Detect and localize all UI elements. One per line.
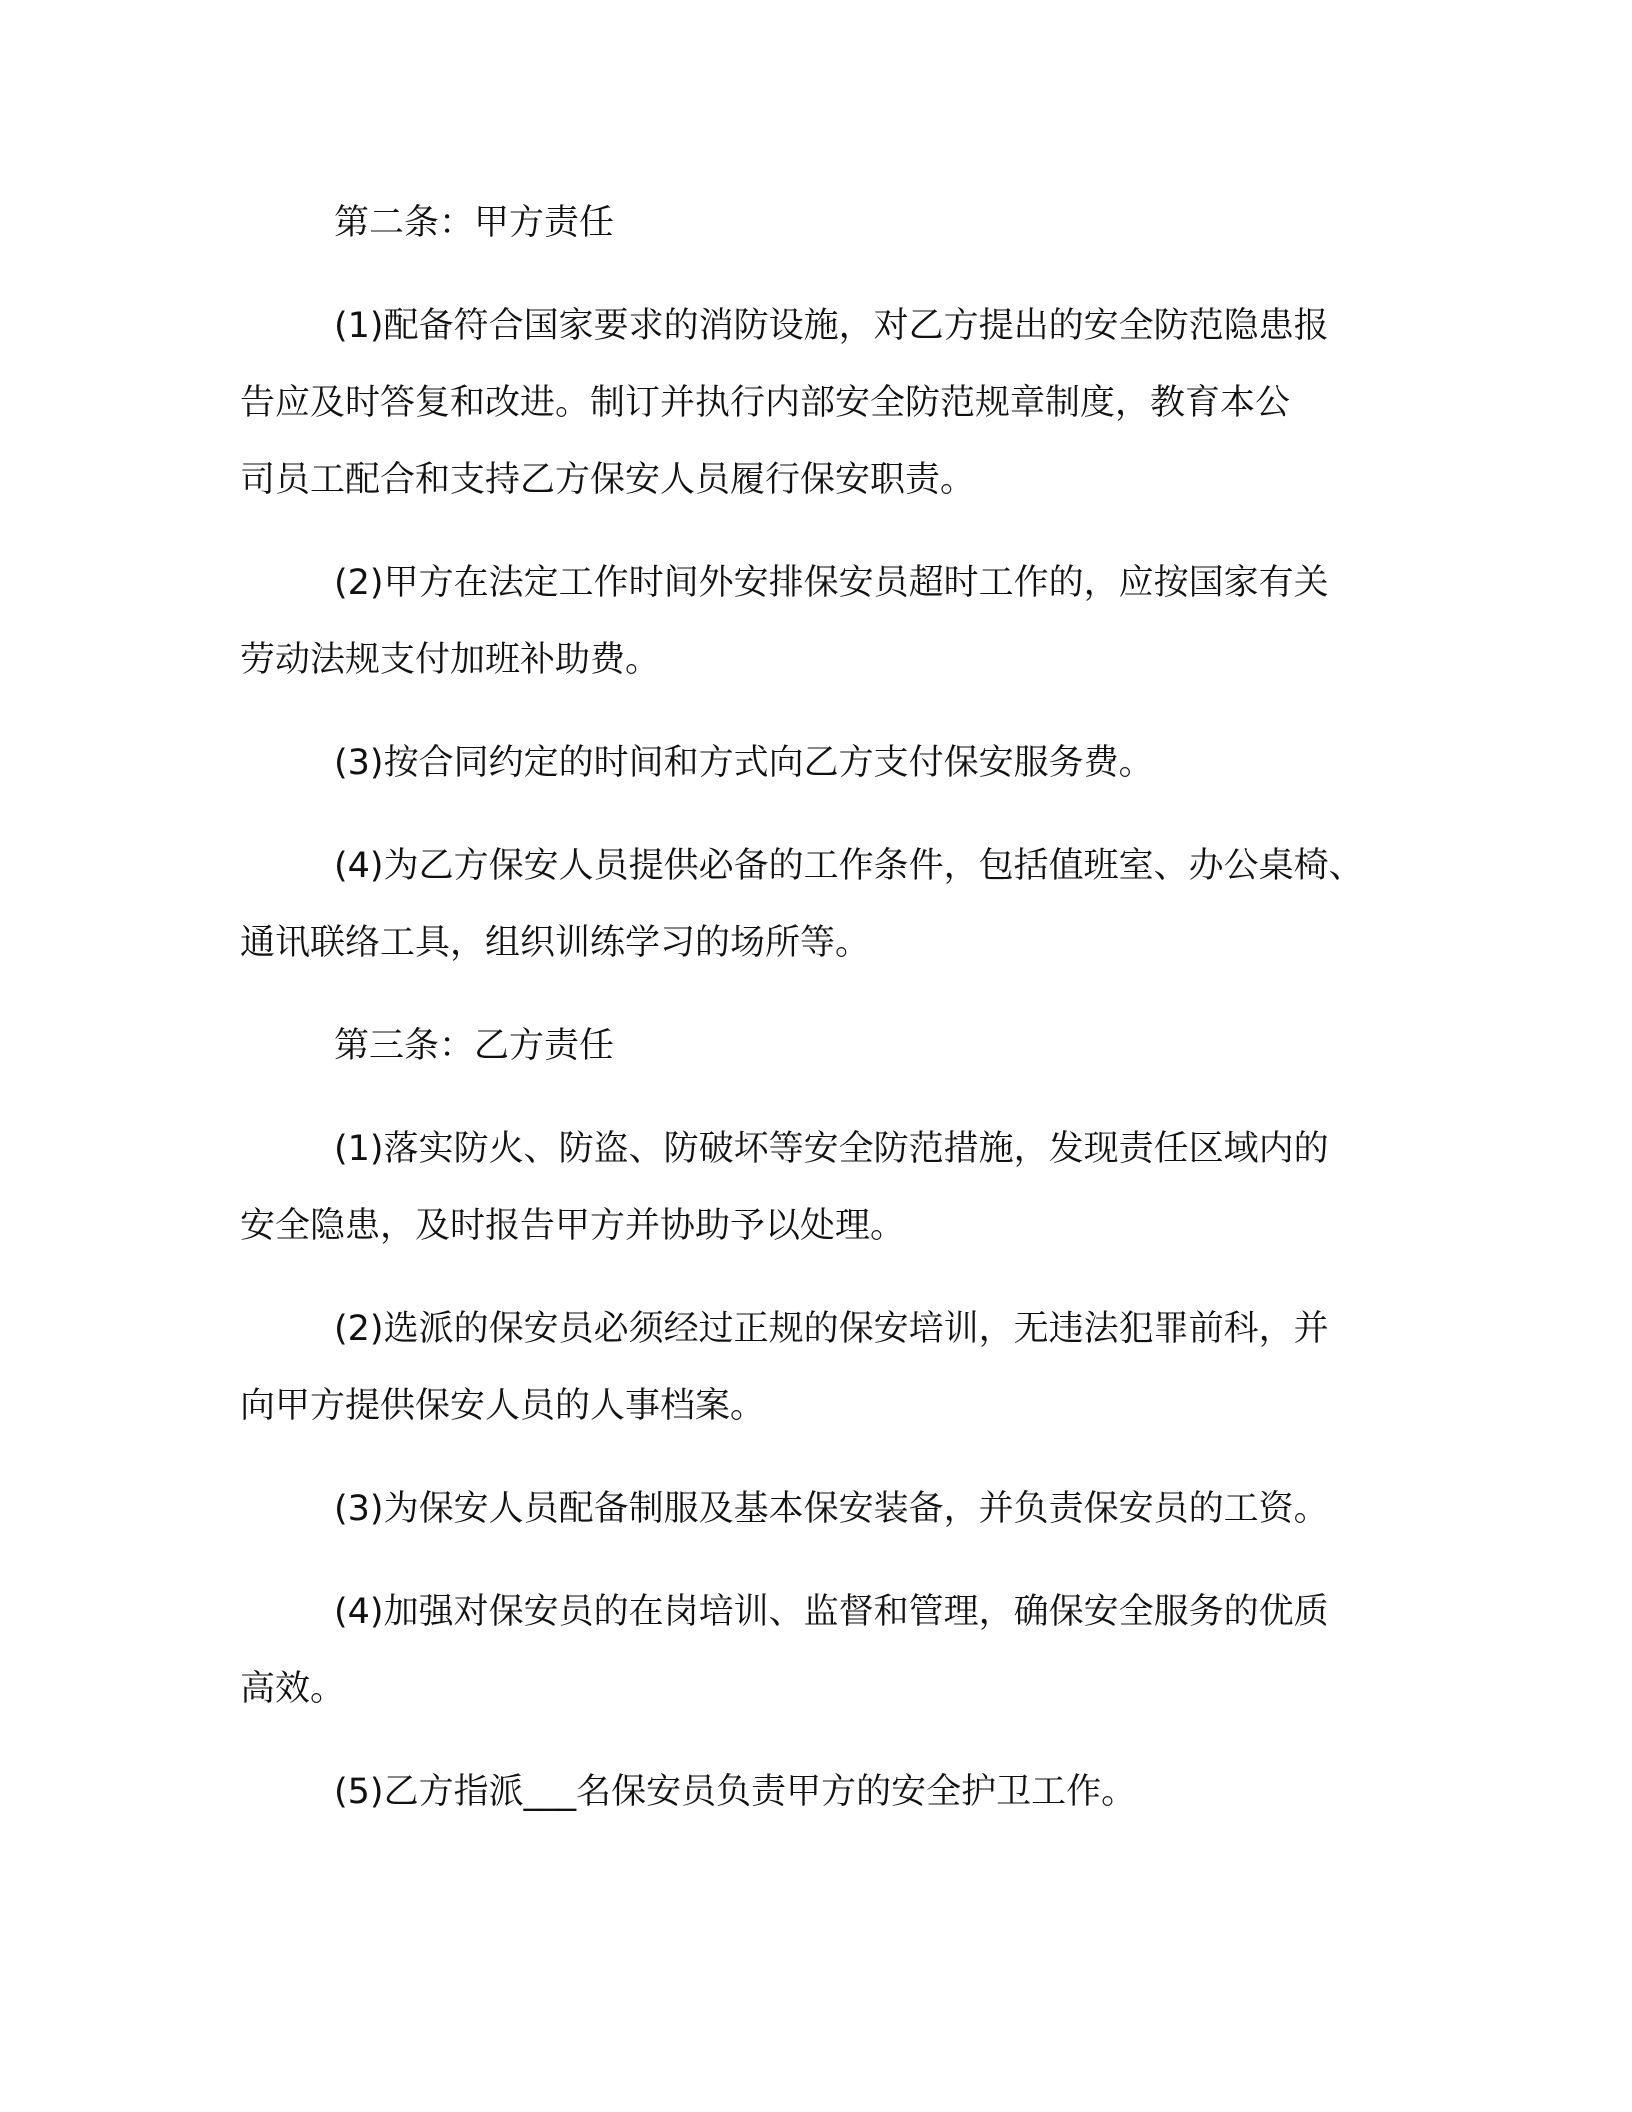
clause-paragraph: [240, 545, 1420, 699]
section-heading: 第三条：乙方责任: [334, 1026, 615, 1066]
paragraph-line: (3)为保安人员配备制服及基本保安装备，并负责保安员的工资。: [334, 1489, 1329, 1529]
paragraph-line: 高效。: [240, 1669, 346, 1709]
clause-paragraph: [240, 725, 1420, 802]
paragraph-line: (5)乙方指派___名保安员负责甲方的安全护卫工作。: [334, 1772, 1137, 1812]
paragraph-line: 司员工配合和支持乙方保安人员履行保安职责。: [240, 460, 976, 500]
paragraph-line: (4)加强对保安员的在岗培训、监督和管理，确保安全服务的优质: [334, 1592, 1329, 1632]
paragraph-line: 安全隐患，及时报告甲方并协助予以处理。: [240, 1206, 906, 1246]
paragraph-line: (2)选派的保安员必须经过正规的保安培训，无违法犯罪前科，并: [334, 1309, 1329, 1349]
paragraph-line: 劳动法规支付加班补助费。: [240, 640, 661, 680]
clause-paragraph: [240, 828, 1420, 982]
paragraph-line: (3)按合同约定的时间和方式向乙方支付保安服务费。: [334, 743, 1154, 783]
clause-paragraph: [240, 1471, 1420, 1548]
document-body: [240, 185, 1420, 1857]
paragraph-line: 通讯联络工具，组织训练学习的场所等。: [240, 923, 871, 963]
clause-paragraph: [240, 1574, 1420, 1728]
paragraph-line: (2)甲方在法定工作时间外安排保安员超时工作的，应按国家有关: [334, 563, 1329, 603]
section-heading: 第二条：甲方责任: [334, 203, 615, 243]
paragraph-line: (1)配备符合国家要求的消防设施，对乙方提出的安全防范隐患报: [334, 306, 1329, 346]
paragraph-line: 告应及时答复和改进。制订并执行内部安全防范规章制度，教育本公: [240, 383, 1291, 423]
clause-paragraph: [240, 288, 1420, 519]
paragraph-line: (4)为乙方保安人员提供必备的工作条件，包括值班室、办公桌椅、: [334, 846, 1364, 886]
paragraph-line: (1)落实防火、防盗、防破坏等安全防范措施，发现责任区域内的: [334, 1129, 1329, 1169]
clause-paragraph: [240, 1754, 1420, 1831]
clause-paragraph: [240, 1291, 1420, 1445]
clause-paragraph: [240, 1111, 1420, 1265]
paragraph-line: 向甲方提供保安人员的人事档案。: [240, 1386, 766, 1426]
